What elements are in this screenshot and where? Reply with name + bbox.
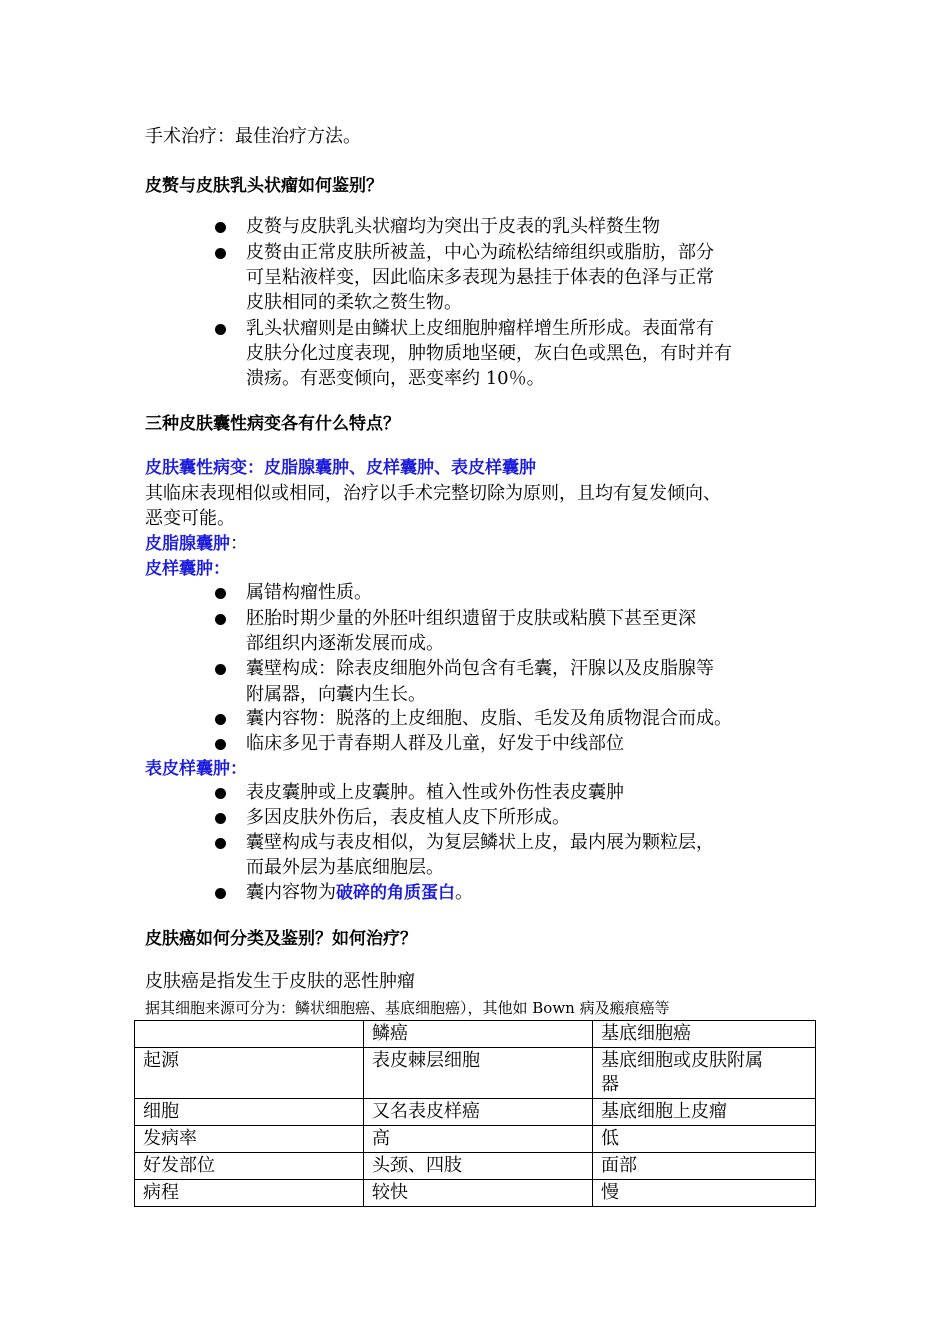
cyst-intro: 其临床表现相似或相同，治疗以手术完整切除为原则，且均有复发倾向、: [145, 483, 721, 504]
epidermoid-label: 表皮样囊肿：: [145, 759, 247, 779]
keratin-highlight: 破碎的角质蛋白: [336, 883, 455, 903]
table-row: [135, 1180, 816, 1207]
bullet-continuation: 皮肤分化过度表现，肿物质地坚硬，灰白色或黑色，有时并有: [246, 343, 732, 364]
table-cell: 好发部位: [135, 1153, 364, 1180]
table-cell: 又名表皮样癌: [364, 1099, 593, 1126]
bullet-dot-icon: [215, 739, 226, 750]
table-cell: 基底细胞癌: [593, 1021, 816, 1048]
bullet-continuation: 皮肤相同的柔软之赘生物。: [246, 292, 462, 313]
bullet-continuation: 溃疡。有恶变倾向，恶变率约 10％。: [246, 368, 545, 389]
table-cell: 起源: [135, 1048, 364, 1099]
table-cell: 细胞: [135, 1099, 364, 1126]
table-cell: 基底细胞上皮瘤: [593, 1099, 816, 1126]
bullet-dot-icon: [215, 248, 226, 259]
table-cell: 低: [593, 1126, 816, 1153]
table-cell: 较快: [364, 1180, 593, 1207]
question-heading-3: 皮肤癌如何分类及鉴别？如何治疗？: [145, 929, 417, 949]
table-header-row: [135, 1021, 816, 1048]
cancer-definition: 皮肤癌是指发生于皮肤的恶性肿瘤: [145, 971, 415, 992]
sebaceous-label: 皮脂腺囊肿：: [145, 533, 248, 554]
bullet-continuation: 附属器，向囊内生长。: [246, 684, 426, 705]
table-cell: 基底细胞或皮肤附属 器: [593, 1048, 816, 1099]
question-heading-1: 皮赘与皮肤乳头状瘤如何鉴别？: [145, 176, 383, 196]
cyst-intro: 恶变可能。: [145, 508, 235, 529]
bullet-dot-icon: [215, 614, 226, 625]
bullet-dot-icon: [215, 222, 226, 233]
comparison-table: [134, 1020, 816, 1207]
bullet-continuation: 部组织内逐渐发展而成。: [246, 633, 444, 654]
table-row: [135, 1099, 816, 1126]
paragraph-surgery: 手术治疗：最佳治疗方法。: [145, 126, 361, 147]
bullet-dot-icon: [215, 714, 226, 725]
cancer-classification: 据其细胞来源可分为：鳞状细胞癌、基底细胞癌），其他如 Bown 病及瘢痕癌等: [145, 999, 670, 1017]
table-cell: [135, 1021, 364, 1048]
table-cell: 面部: [593, 1153, 816, 1180]
bullet-dot-icon: [215, 788, 226, 799]
question-heading-2: 三种皮肤囊性病变各有什么特点？: [145, 414, 400, 434]
bullet-dot-icon: [215, 324, 226, 335]
table-cell: 头颈、四肢: [364, 1153, 593, 1180]
table-cell: 病程: [135, 1180, 364, 1207]
table-row: [135, 1048, 816, 1099]
bullet-continuation: 而最外层为基底细胞层。: [246, 857, 444, 878]
bullet-dot-icon: [215, 813, 226, 824]
bullet-dot-icon: [215, 838, 226, 849]
table-cell: 发病率: [135, 1126, 364, 1153]
cyst-heading: 皮肤囊性病变：皮脂腺囊肿、皮样囊肿、表皮样囊肿: [145, 458, 536, 478]
table-cell: 表皮棘层细胞: [364, 1048, 593, 1099]
table-cell: 慢: [593, 1180, 816, 1207]
table-row: [135, 1126, 816, 1153]
table-cell: 高: [364, 1126, 593, 1153]
dermoid-label: 皮样囊肿：: [145, 559, 230, 579]
bullet-dot-icon: [215, 664, 226, 675]
bullet-continuation: 可呈粘液样变，因此临床多表现为悬挂于体表的色泽与正常: [246, 267, 714, 288]
bullet-dot-icon: [215, 888, 226, 899]
table-row: [135, 1153, 816, 1180]
bullet-dot-icon: [215, 588, 226, 599]
table-cell: 鳞癌: [364, 1021, 593, 1048]
